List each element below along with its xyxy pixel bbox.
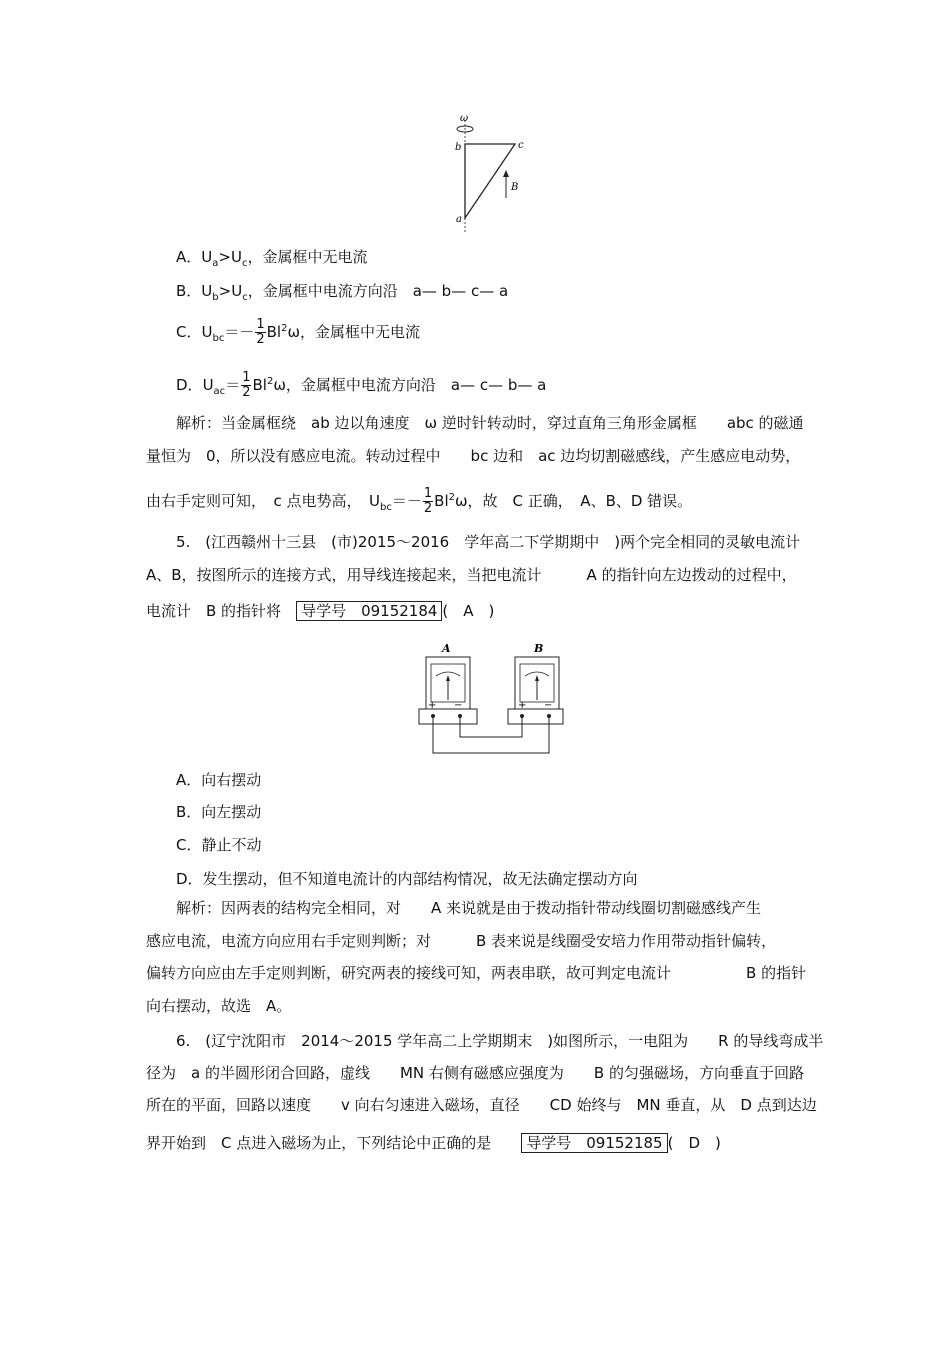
- label-c: c: [518, 140, 524, 151]
- fraction: $\frac{1}{2}$: [256, 317, 265, 347]
- q4-option-a: A．$U_a>U_c$，金属框中无电流: [176, 248, 368, 269]
- q6-stem-4: 界开始到 C 点进入磁场为止，下列结论中正确的是 导学号 09152185 ( D ): [146, 1134, 721, 1152]
- meter-a-base: [419, 709, 477, 724]
- fraction: $\frac{1}{2}$: [242, 370, 251, 400]
- q4-explanation-2: 量恒为 0，所以没有感应电流。转动过程中 bc 边和 ac 边均切割磁感线，产生感应电动势，: [146, 447, 801, 465]
- q5-option-c: C．静止不动: [176, 836, 262, 854]
- q5-stem-2: A、B，按图所示的连接方式，用导线连接起来，当把电流计 A 的指针向左边拨动的过程中，: [146, 566, 797, 584]
- label-B: B: [511, 182, 519, 193]
- guide-code-box: 导学号 09152185: [521, 1133, 667, 1153]
- galvanometers-figure: [415, 638, 567, 758]
- q5-stem-3: 电流计 B 的指针将 导学号 09152184 ( A ): [146, 602, 495, 620]
- q5-stem-1: 5. (江西赣州十三县 (市)2015～2016 学年高二下学期期中 )两个完全相同的灵敏电流计: [176, 533, 801, 551]
- q4-explanation-3: 由右手定则可知， c 点电势高， $U_{bc}=-$ $\frac{1}{2}$ Bl$^2$ω，故 C 正确， A、B、D 错误。: [146, 486, 693, 516]
- wire-outer: [433, 716, 549, 753]
- meter-b-minus: −: [544, 700, 553, 711]
- label-a: a: [456, 214, 462, 225]
- q5-option-a: A．向右摆动: [176, 771, 262, 789]
- q4-option-d: D．$U_{ac}=$ $\frac{1}{2}$ Bl$^2$ω，金属框中电流方向沿 a— c— b— a: [176, 370, 547, 400]
- answer: ( D ): [667, 1134, 721, 1152]
- meter-b-base: [508, 709, 563, 724]
- meter-b-plus: +: [518, 700, 527, 711]
- field-arrow-head: [503, 170, 509, 177]
- meter-a-pointer-head: [446, 675, 450, 681]
- meter-b-label: B: [534, 642, 544, 655]
- wire-inner: [460, 716, 522, 737]
- fraction: $\frac{1}{2}$: [423, 486, 433, 516]
- meter-b-pointer-head: [535, 675, 539, 681]
- q6-stem-2: 径为 a 的半圆形闭合回路，虚线 MN 右侧有磁感应强度为 B 的匀强磁场，方向垂直于回路: [146, 1064, 804, 1082]
- guide-code-box: 导学号 09152184: [296, 601, 442, 621]
- triangle-abc: [465, 144, 515, 218]
- q6-stem-1: 6. (辽宁沈阳市 2014～2015 学年高二上学期期末 )如图所示，一电阻为 R 的导线弯成半: [176, 1032, 824, 1050]
- label-b: b: [455, 142, 462, 153]
- q5-explanation-1: 解析：因两表的结构完全相同，对 A 来说就是由于拨动指针带动线圈切割磁感线产生: [176, 899, 762, 917]
- meter-a-label: A: [442, 642, 451, 655]
- triangle-frame-figure: [445, 112, 535, 234]
- q4-option-c: C．$U_{bc}=-$ $\frac{1}{2}$ Bl$^2$ω，金属框中无电流: [176, 317, 421, 347]
- q6-stem-3: 所在的平面，回路以速度 v 向右匀速进入磁场，直径 CD 始终与 MN 垂直，从 D 点到达边: [146, 1096, 817, 1114]
- q5-option-b: B．向左摆动: [176, 803, 262, 821]
- q5-explanation-2: 感应电流，电流方向应用右手定则判断；对 B 表来说是线圈受安培力作用带动指针偏转，: [146, 932, 777, 950]
- meter-a-minus: −: [454, 700, 463, 711]
- q5-option-d: D．发生摆动，但不知道电流计的内部结构情况，故无法确定摆动方向: [176, 870, 638, 888]
- meter-a-plus: +: [428, 700, 437, 711]
- q4-explanation-1: 解析：当金属框绕 ab 边以角速度 ω 逆时针转动时，穿过直角三角形金属框 abc 的磁通: [176, 414, 804, 432]
- q4-option-b: B．$U_b>U_c$，金属框中电流方向沿 a— b— c— a: [176, 282, 509, 303]
- q5-explanation-4: 向右摆动，故选 A。: [146, 997, 292, 1015]
- omega-label: ω: [460, 113, 469, 124]
- answer: ( A ): [442, 602, 495, 620]
- q5-explanation-3: 偏转方向应由左手定则判断，研究两表的接线可知，两表串联，故可判定电流计 B 的指针: [146, 964, 807, 982]
